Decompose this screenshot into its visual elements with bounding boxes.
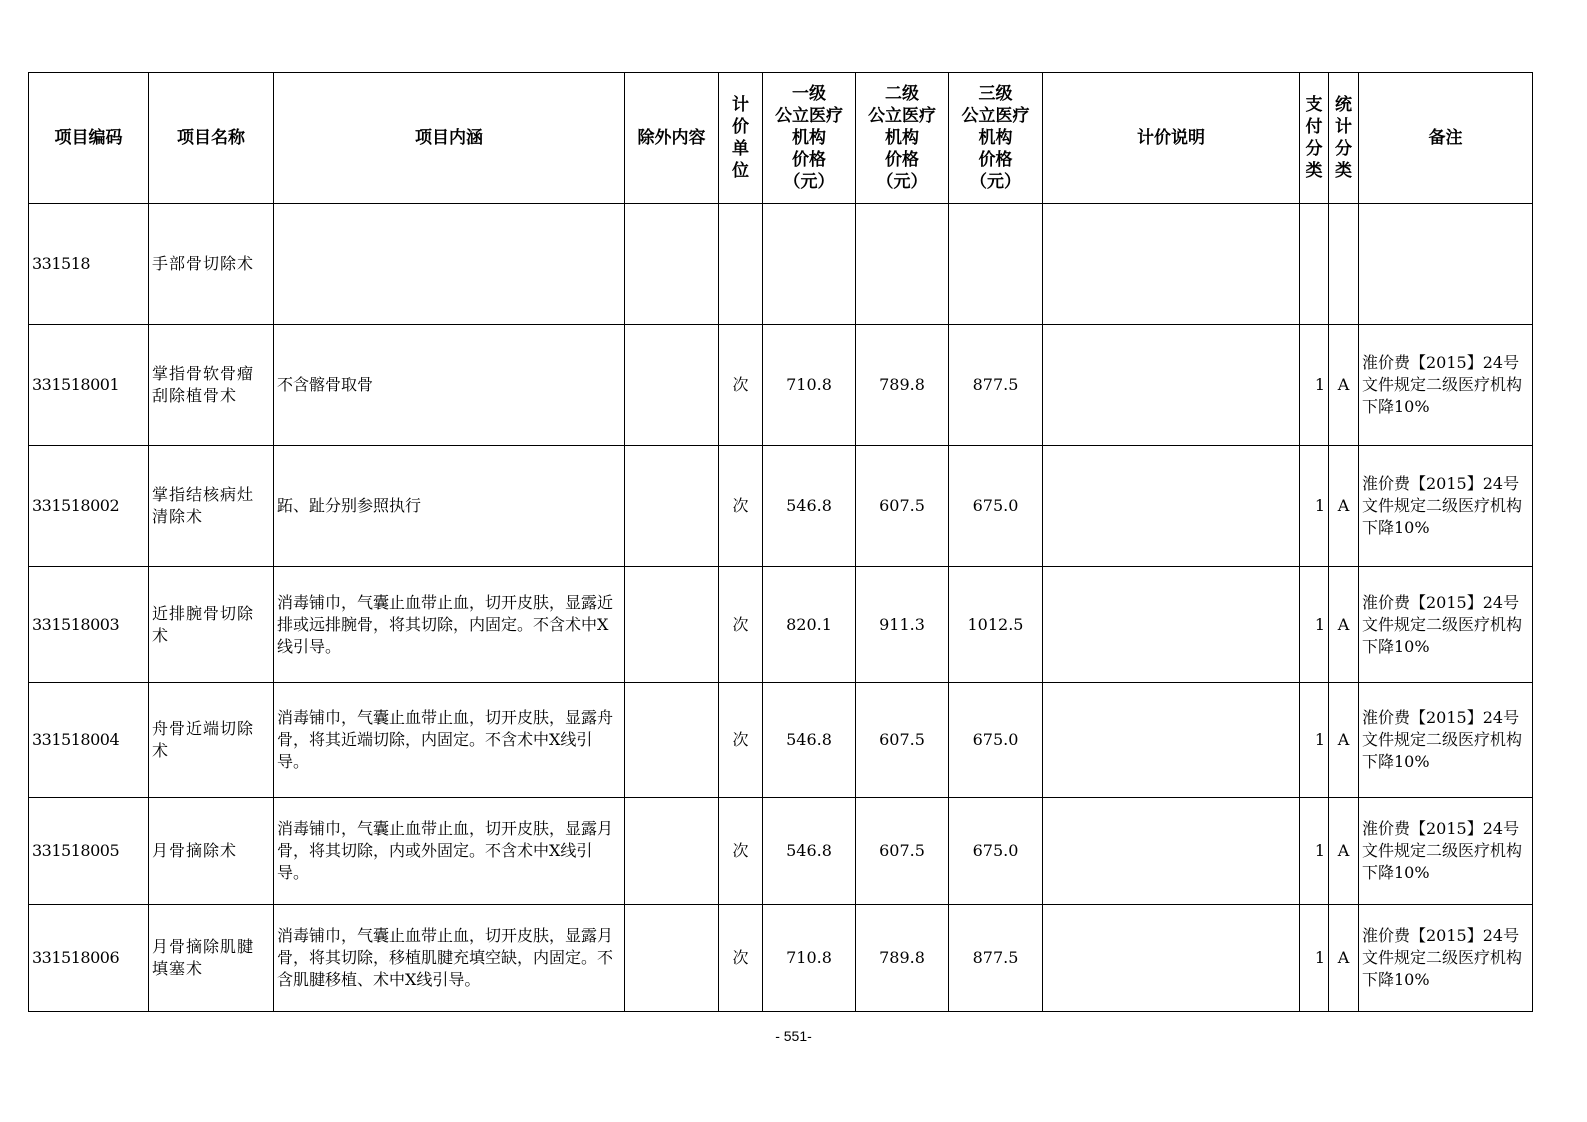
cell-price1: 820.1 <box>763 567 856 683</box>
header-pricing-note: 计价说明 <box>1043 73 1300 204</box>
header-name: 项目名称 <box>149 73 274 204</box>
cell-pay: 1 <box>1300 683 1329 798</box>
page-number: - 551- <box>775 1028 812 1044</box>
cell-price2: 911.3 <box>856 567 949 683</box>
cell-content: 消毒铺巾，气囊止血带止血，切开皮肤，显露舟骨，将其近端切除，内固定。不含术中X线引导。 <box>274 683 625 798</box>
cell-code: 331518004 <box>29 683 149 798</box>
price-table <box>28 72 1533 1012</box>
cell-exclusions <box>625 204 719 325</box>
cell-pricing-note <box>1043 683 1300 798</box>
header-price-level2: 二级 公立医疗 机构 价格 （元） <box>856 73 949 204</box>
cell-unit: 次 <box>719 325 763 446</box>
cell-pricing-note <box>1043 905 1300 1012</box>
header-price-level3: 三级 公立医疗 机构 价格 （元） <box>949 73 1043 204</box>
header-stat-category: 统 计 分 类 <box>1329 73 1359 204</box>
cell-content: 不含髂骨取骨 <box>274 325 625 446</box>
cell-remark: 淮价费【2015】24号文件规定二级医疗机构下降10% <box>1359 567 1533 683</box>
header-row <box>29 73 1533 204</box>
cell-pricing-note <box>1043 325 1300 446</box>
cell-price2: 607.5 <box>856 683 949 798</box>
cell-exclusions <box>625 567 719 683</box>
header-unit: 计 价 单 位 <box>719 73 763 204</box>
header-code: 项目编码 <box>29 73 149 204</box>
header-price-level1: 一级 公立医疗 机构 价格 （元） <box>763 73 856 204</box>
cell-unit: 次 <box>719 567 763 683</box>
cell-remark <box>1359 204 1533 325</box>
cell-price3: 1012.5 <box>949 567 1043 683</box>
table-row <box>29 798 1533 905</box>
cell-pricing-note <box>1043 204 1300 325</box>
cell-stat: A <box>1329 683 1359 798</box>
cell-price1 <box>763 204 856 325</box>
cell-pricing-note <box>1043 798 1300 905</box>
cell-content: 跖、趾分别参照执行 <box>274 446 625 567</box>
table-row <box>29 446 1533 567</box>
cell-price1: 710.8 <box>763 905 856 1012</box>
cell-pricing-note <box>1043 446 1300 567</box>
cell-price2: 789.8 <box>856 325 949 446</box>
cell-code: 331518006 <box>29 905 149 1012</box>
cell-pay: 1 <box>1300 798 1329 905</box>
cell-stat <box>1329 204 1359 325</box>
cell-pay: 1 <box>1300 446 1329 567</box>
table-row <box>29 204 1533 325</box>
cell-content: 消毒铺巾，气囊止血带止血，切开皮肤，显露近排或远排腕骨，将其切除，内固定。不含术中X线引导。 <box>274 567 625 683</box>
cell-stat: A <box>1329 798 1359 905</box>
cell-name: 掌指骨软骨瘤刮除植骨术 <box>149 325 274 446</box>
cell-exclusions <box>625 683 719 798</box>
cell-code: 331518 <box>29 204 149 325</box>
cell-stat: A <box>1329 905 1359 1012</box>
cell-remark: 淮价费【2015】24号文件规定二级医疗机构下降10% <box>1359 798 1533 905</box>
cell-code: 331518003 <box>29 567 149 683</box>
cell-price3: 877.5 <box>949 905 1043 1012</box>
cell-pay: 1 <box>1300 905 1329 1012</box>
cell-code: 331518001 <box>29 325 149 446</box>
cell-price3: 877.5 <box>949 325 1043 446</box>
header-pay-category: 支 付 分 类 <box>1300 73 1329 204</box>
cell-name: 手部骨切除术 <box>149 204 274 325</box>
cell-price2: 607.5 <box>856 798 949 905</box>
cell-name: 近排腕骨切除术 <box>149 567 274 683</box>
cell-content: 消毒铺巾，气囊止血带止血，切开皮肤，显露月骨，将其切除，内或外固定。不含术中X线引导。 <box>274 798 625 905</box>
table-row <box>29 567 1533 683</box>
cell-price2: 789.8 <box>856 905 949 1012</box>
cell-price1: 710.8 <box>763 325 856 446</box>
cell-remark: 淮价费【2015】24号文件规定二级医疗机构下降10% <box>1359 683 1533 798</box>
cell-price3: 675.0 <box>949 798 1043 905</box>
cell-pricing-note <box>1043 567 1300 683</box>
cell-exclusions <box>625 325 719 446</box>
cell-price2 <box>856 204 949 325</box>
cell-unit <box>719 204 763 325</box>
cell-price1: 546.8 <box>763 798 856 905</box>
cell-exclusions <box>625 446 719 567</box>
cell-pay <box>1300 204 1329 325</box>
cell-price3 <box>949 204 1043 325</box>
cell-stat: A <box>1329 567 1359 683</box>
cell-name: 舟骨近端切除术 <box>149 683 274 798</box>
cell-name: 月骨摘除肌腱填塞术 <box>149 905 274 1012</box>
cell-unit: 次 <box>719 798 763 905</box>
cell-code: 331518005 <box>29 798 149 905</box>
header-content: 项目内涵 <box>274 73 625 204</box>
header-remarks: 备注 <box>1359 73 1533 204</box>
cell-name: 月骨摘除术 <box>149 798 274 905</box>
cell-content <box>274 204 625 325</box>
cell-pay: 1 <box>1300 567 1329 683</box>
header-exclusions: 除外内容 <box>625 73 719 204</box>
cell-remark: 淮价费【2015】24号文件规定二级医疗机构下降10% <box>1359 446 1533 567</box>
cell-code: 331518002 <box>29 446 149 567</box>
cell-unit: 次 <box>719 446 763 567</box>
cell-exclusions <box>625 905 719 1012</box>
cell-content: 消毒铺巾，气囊止血带止血，切开皮肤，显露月骨，将其切除，移植肌腱充填空缺，内固定。不含肌腱移植、术中X线引导。 <box>274 905 625 1012</box>
cell-price1: 546.8 <box>763 683 856 798</box>
cell-price1: 546.8 <box>763 446 856 567</box>
cell-stat: A <box>1329 325 1359 446</box>
cell-unit: 次 <box>719 905 763 1012</box>
cell-remark: 淮价费【2015】24号文件规定二级医疗机构下降10% <box>1359 905 1533 1012</box>
table-row <box>29 325 1533 446</box>
cell-exclusions <box>625 798 719 905</box>
table-row <box>29 683 1533 798</box>
table-row <box>29 905 1533 1012</box>
cell-pay: 1 <box>1300 325 1329 446</box>
cell-name: 掌指结核病灶清除术 <box>149 446 274 567</box>
cell-price2: 607.5 <box>856 446 949 567</box>
cell-price3: 675.0 <box>949 683 1043 798</box>
cell-stat: A <box>1329 446 1359 567</box>
cell-unit: 次 <box>719 683 763 798</box>
cell-remark: 淮价费【2015】24号文件规定二级医疗机构下降10% <box>1359 325 1533 446</box>
cell-price3: 675.0 <box>949 446 1043 567</box>
